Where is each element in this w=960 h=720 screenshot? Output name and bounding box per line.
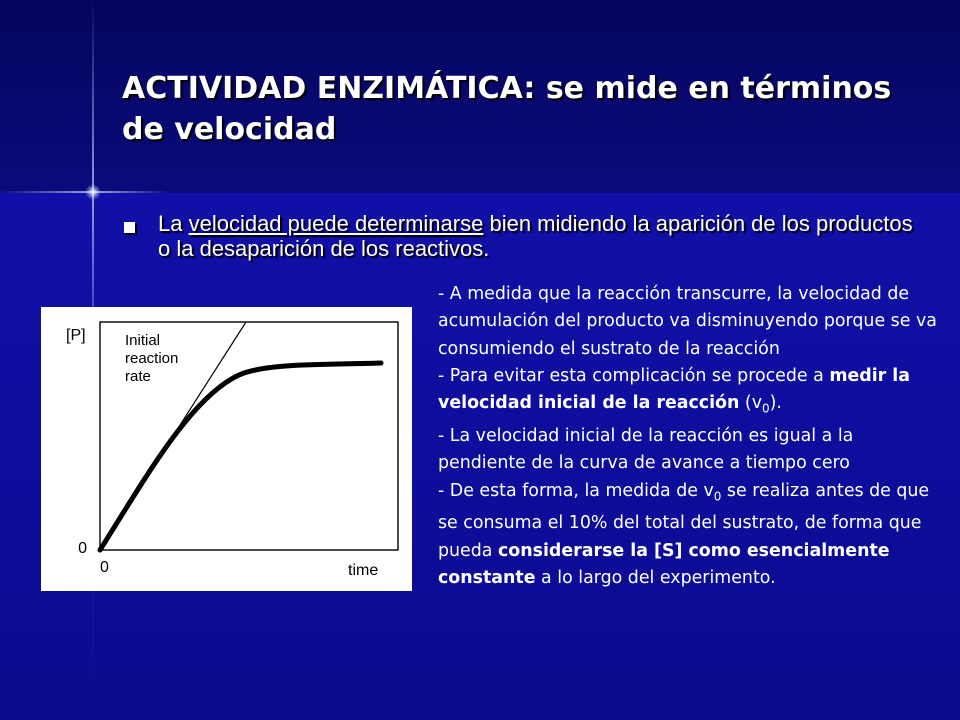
bullet-suffix: bien midiendo la aparición de los productos o la desaparición de los reactivos.: [158, 211, 913, 261]
slide-title: ACTIVIDAD ENZIMÁTICA: se mide en términos de velocidad: [122, 71, 892, 147]
x-axis-label: time: [348, 562, 379, 579]
bullet-underlined-phrase: velocidad puede determinarse: [188, 211, 484, 236]
bullet-prefix: La: [158, 211, 189, 236]
v0-label: $v_o$: [117, 419, 135, 443]
description-paragraph-2: - Para evitar esta complicación se procede a medir la velocidad inicial de la reacción $(v_0)$.: [438, 365, 910, 416]
v0-subscript: o: [127, 428, 135, 443]
bold-constant-substrate: considerarse la [S] como esencialmente constante: [438, 540, 890, 588]
bullet-text: [158, 211, 922, 261]
description-paragraph-1: - A medida que la reacción transcurre, la velocidad de acumulación del producto va disminuyendo porque se va consumiendo el sustrato de la reacción: [438, 284, 937, 359]
y-axis-label: [P]: [66, 327, 86, 344]
bold-initial-velocity: medir la velocidad inicial de la reacción: [438, 365, 910, 414]
y-zero-tick-label: 0: [78, 540, 87, 557]
initial-rate-annotation-line2: reaction: [125, 350, 179, 367]
square-bullet-icon: [124, 222, 135, 233]
progress-curve-svg: [41, 307, 412, 591]
bullet-item: [122, 211, 922, 261]
description-paragraph-4: - De esta forma, la medida de $v_0$ se realiza antes de que se consuma el 10% del total del sustrato, de forma que pueda considerarse la [S] como esencialmente constante a lo largo del experimento.: [438, 480, 930, 588]
initial-rate-annotation-line1: Initial: [125, 332, 161, 349]
description-text: [438, 281, 938, 592]
sparkle-star-icon: [85, 184, 101, 200]
initial-rate-annotation-line3: rate: [125, 368, 151, 385]
x-zero-tick-label: 0: [100, 559, 109, 576]
description-paragraph-3: - La velocidad inicial de la reacción es igual a la pendiente de la curva de avance a tiempo cero: [438, 425, 854, 474]
progress-curve-figure: [41, 307, 412, 591]
product-progress-curve: [100, 363, 381, 550]
